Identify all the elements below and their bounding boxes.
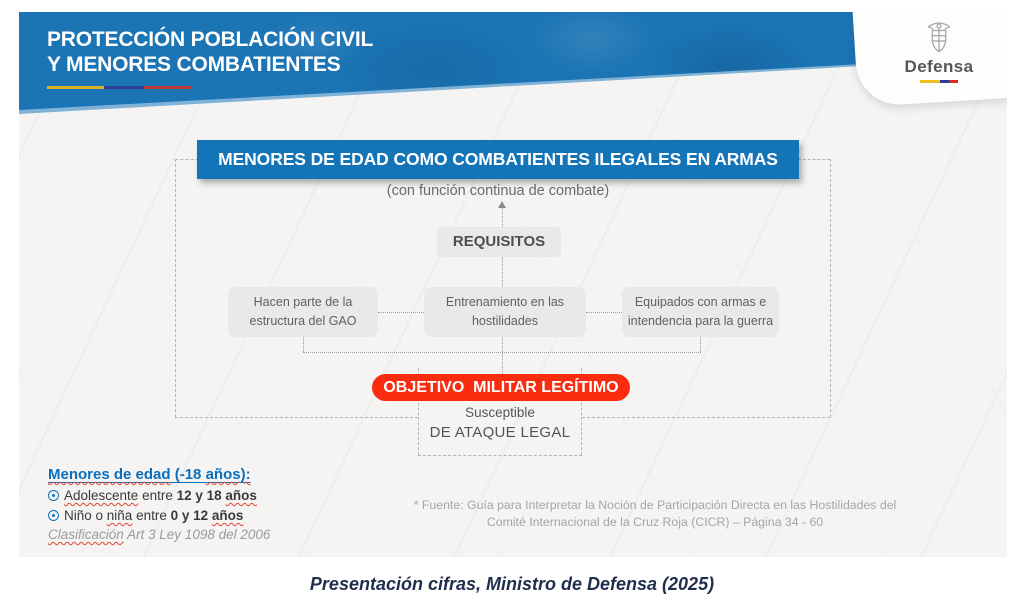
source-line2: Comité Internacional de la Cruz Roja (CICR) – Página 34 - 60 [486,514,824,529]
legend-classification: Clasificación Art 3 Ley 1098 del 2006 [48,527,271,542]
colombia-crest-icon [924,20,954,56]
logo-flag-underline [920,80,958,83]
flag-red-bar [144,86,192,89]
arrow-up-icon [498,201,506,208]
diagram-title-box: MENORES DE EDAD COMO COMBATIENTES ILEGALES EN ARMAS [197,140,799,179]
header-title-line2: Y MENORES COMBATIENTES [47,53,341,76]
connector-box2-box3 [586,312,622,313]
connector-outer-top-left [175,159,199,160]
susceptible-line2: DE ATAQUE LEGAL [429,424,571,441]
header-flag-underline [47,86,192,89]
requirement-box-equipados [622,287,779,337]
connector-outer-bottom-left [175,417,418,418]
requirement-box-gao [228,287,378,337]
connector-stub-middle [502,337,503,352]
diagram-subtitle: (con función continua de combate) [386,183,610,199]
slide-header-title [47,27,373,77]
connector-outer-top-right [798,159,830,160]
connector-outer-left [175,159,176,417]
susceptible-line1: Susceptible [465,405,535,420]
requirement-text: Entrenamiento en las [445,295,565,310]
connector-stub-right [700,337,701,352]
flag-blue-bar [104,86,144,89]
requirement-text: hostilidades [471,314,538,328]
radio-bullet-icon [48,490,59,501]
age-legend [48,466,270,542]
connector-outer-right [830,159,831,417]
requirement-text: intendencia para la guerra [627,314,774,328]
requirement-text: estructura del GAO [249,314,357,328]
legend-item-nino [48,508,270,523]
connector-to-objective [502,352,503,374]
radio-bullet-icon [48,510,59,521]
requirement-text: Equipados con armas e [634,295,767,310]
flag-blue-bar [940,80,949,83]
connector-requisitos-boxes [502,257,503,287]
objective-pill: OBJETIVO MILITAR LEGÍTIMO [372,374,630,401]
figure-caption: Presentación cifras, Ministro de Defensa (2025) [309,574,715,594]
requirement-text: Hacen parte de la [253,295,353,310]
source-line1: * Fuente: Guía para Interpretar la Noción de Participación Directa en las Hostilidades del [413,498,897,512]
legend-item-text: Adolescente entre 12 y 18 años [64,488,257,503]
flag-yellow-bar [920,80,940,83]
source-note [365,497,945,530]
defensa-logo [864,20,1007,83]
connector-stub-left [303,337,304,352]
flag-yellow-bar [47,86,104,89]
header-title-line1: PROTECCIÓN POBLACIÓN CIVIL [47,28,374,51]
ministry-name: Defensa [904,57,974,76]
requisitos-box: REQUISITOS [437,227,561,257]
connector-box1-box2 [378,312,424,313]
legend-item-adolescente [48,488,270,503]
legend-heading-part: años): [205,466,251,483]
legend-item-text: Niño o niña entre 0 y 12 años [64,508,244,523]
flag-red-bar [949,80,958,83]
legend-heading-part: Menores de edad [48,466,171,483]
requirement-box-entrenamiento [424,287,586,337]
connector-outer-bottom-right [582,417,830,418]
connector-subtitle-requisitos [502,208,503,227]
susceptible-box-bottom [418,455,582,456]
legend-heading [48,466,270,483]
legend-heading-part: (-18 [170,466,206,483]
slide [19,12,1007,557]
